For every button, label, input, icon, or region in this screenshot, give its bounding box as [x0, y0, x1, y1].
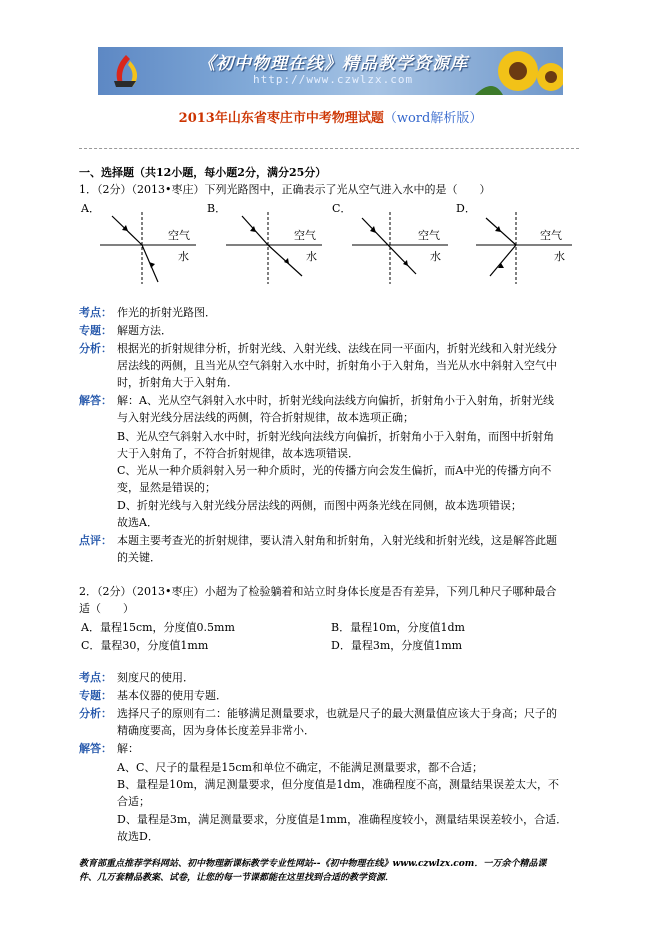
q2-zhuanti: 基本仪器的使用专题．	[117, 689, 227, 702]
q1-option-c-label: C．	[332, 202, 352, 215]
q2-jieda-line: 故选D．	[117, 830, 159, 843]
q1-dianping-line: 的关键．	[117, 551, 161, 564]
q1-option-b-label: B．	[207, 202, 227, 215]
banner-title: 《初中物理在线》精品教学资源库	[198, 54, 468, 74]
banner-url: http://www.czwlzx.com	[253, 73, 414, 86]
sunflower-icon	[473, 47, 563, 95]
q1-jieda-line: 解：A、光从空气斜射入水中时，折射光线向法线方向偏折，折射角小于入射角，折射光线	[117, 394, 554, 407]
footer-line: 教育部重点推荐学科网站、初中物理新课标教学专业性网站--《初中物理在线》www.czwlzx.com．一万余个精品课	[79, 859, 547, 869]
q1-a-air-label: 空气	[168, 229, 190, 242]
footer-line: 件、几万套精品教案、试卷，让您的每一节课都能在这里找到合适的教学资源．	[79, 873, 395, 883]
q2-jieda-line: D、量程是3m，满足测量要求，分度值是1mm，准确程度较小，测量结果误差较小，合适．	[117, 813, 568, 826]
q1-jieda-line: 与入射光线分居法线的两侧，符合折射规律，故本选项正确；	[117, 411, 414, 424]
q1-dianping-label: 点评：	[79, 534, 112, 547]
q1-jieda-line: D、折射光线与入射光线分居法线的两侧，而图中两条光线在同侧，故本选项错误；	[117, 499, 522, 512]
q2-jieda-line: B、量程是10m，满足测量要求，但分度值是1dm，准确程度不高，测量结果误差太大，不	[117, 778, 559, 791]
q1-fenxi-line: 时，折射角大于入射角．	[117, 376, 238, 389]
title-main: 2013年山东省枣庄市中考物理试题	[178, 111, 384, 126]
q1-jieda-label: 解答：	[79, 394, 112, 407]
q2-kaodian-label: 考点：	[79, 671, 112, 684]
q2-option-b: B．量程10m，分度值1dm	[331, 621, 465, 634]
q1-zhuanti-label: 专题：	[79, 324, 112, 337]
title-suffix: （word解析版）	[383, 111, 483, 126]
q1-kaodian: 作光的折射光路图．	[117, 306, 216, 319]
header-banner	[98, 47, 563, 95]
q1-b-air-label: 空气	[294, 229, 316, 242]
q1-diagram-b	[224, 210, 324, 286]
q1-zhuanti: 解题方法．	[117, 324, 172, 337]
q1-jieda-line: B、光从空气斜射入水中时，折射光线向法线方向偏折，折射角小于入射角，而图中折射角	[117, 430, 555, 443]
q2-stem-line: 适（ ）	[79, 602, 134, 615]
q1-diagram-d	[474, 210, 574, 286]
q2-stem-line: 2．（2分）（2013•枣庄）小超为了检验躺着和站立时身体长度是否有差异，下列几种尺子哪种最合	[79, 585, 557, 598]
q1-fenxi-label: 分析：	[79, 342, 112, 355]
q1-jieda-line: 大于入射角了，不符合折射规律，故本选项错误．	[117, 447, 359, 460]
q1-d-air-label: 空气	[540, 229, 562, 242]
q2-fenxi-label: 分析：	[79, 707, 112, 720]
q2-option-d: D．量程3m，分度值1mm	[331, 639, 463, 652]
q2-jieda-line: 解：	[117, 742, 139, 755]
q1-diagram-c	[350, 210, 450, 286]
divider	[79, 148, 579, 149]
q1-d-water-label: 水	[554, 250, 565, 263]
q1-dianping-line: 本题主要考查光的折射规律，要认清入射角和折射角，入射光线和折射光线，这是解答此题	[117, 534, 557, 547]
q2-option-a: A．量程15cm，分度值0.5mm	[81, 621, 235, 634]
q1-kaodian-label: 考点：	[79, 306, 112, 319]
q1-option-a-label: A．	[81, 202, 100, 215]
q1-c-water-label: 水	[430, 250, 441, 263]
section-heading: 一、选择题（共12小题，每小题2分，满分25分）	[79, 166, 327, 179]
q1-c-air-label: 空气	[418, 229, 440, 242]
q2-jieda-line: A、C、尺子的量程是15cm和单位不确定，不能满足测量要求，都不合适；	[117, 761, 483, 774]
q1-b-water-label: 水	[306, 250, 317, 263]
q2-jieda-line: 合适；	[117, 795, 150, 808]
q1-stem: 1．（2分）（2013•枣庄）下列光路图中，正确表示了光从空气进入水中的是（ ）	[79, 183, 491, 196]
q2-kaodian: 刻度尺的使用．	[117, 671, 194, 684]
q2-fenxi-line: 精确度要高，因为身体长度差异非常小．	[117, 724, 315, 737]
q1-diagram-a	[98, 210, 198, 286]
q1-jieda-line: 变，显然是错误的；	[117, 481, 216, 494]
q1-jieda-line: C、光从一种介质斜射入另一种介质时，光的传播方向会发生偏折，而A中光的传播方向不	[117, 464, 552, 477]
q2-zhuanti-label: 专题：	[79, 689, 112, 702]
q1-a-water-label: 水	[178, 250, 189, 263]
q1-fenxi-line: 居法线的两侧，且当光从空气斜射入水中时，折射角小于入射角，当光从水中斜射入空气中	[117, 359, 557, 372]
q1-jieda-line: 故选A．	[117, 516, 158, 529]
q2-jieda-label: 解答：	[79, 742, 112, 755]
q2-fenxi-line: 选择尺子的原则有二：能够满足测量要求，也就是尺子的最大测量值应该大于身高；尺子的	[117, 707, 557, 720]
q1-fenxi-line: 根据光的折射规律分析，折射光线、入射光线、法线在同一平面内，折射光线和入射光线分	[117, 342, 557, 355]
document-title	[0, 107, 661, 126]
site-logo-icon	[106, 51, 146, 91]
q2-option-c: C．量程30，分度值1mm	[81, 639, 209, 652]
q1-option-d-label: D．	[456, 202, 476, 215]
